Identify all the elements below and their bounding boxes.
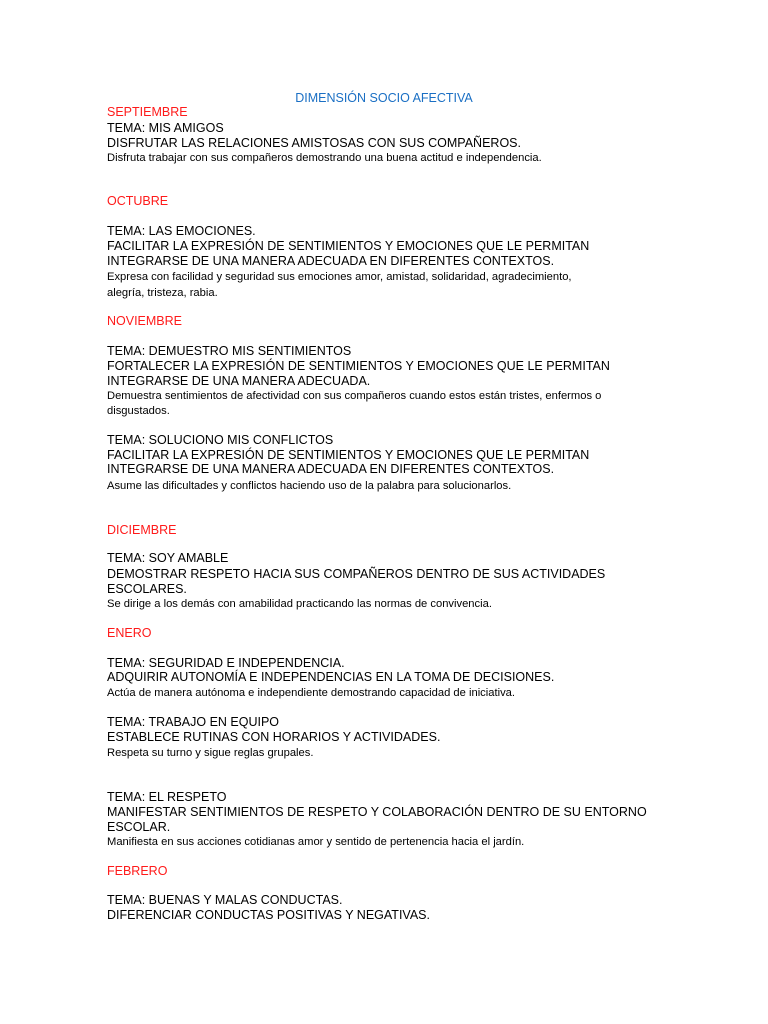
tema-line: TEMA: EL RESPETO: [107, 790, 227, 804]
tema-line: TEMA: BUENAS Y MALAS CONDUCTAS.: [107, 893, 343, 907]
objective-line: DIFERENCIAR CONDUCTAS POSITIVAS Y NEGATIVAS.: [107, 908, 430, 922]
tema-line: TEMA: DEMUESTRO MIS SENTIMIENTOS: [107, 344, 352, 358]
objective-line: FACILITAR LA EXPRESIÓN DE SENTIMIENTOS Y EMOCIONES QUE LE PERMITAN: [107, 239, 590, 253]
objective-line: DISFRUTAR LAS RELACIONES AMISTOSAS CON SUS COMPAÑEROS.: [107, 136, 521, 150]
month-heading-diciembre: DICIEMBRE: [107, 523, 177, 537]
page-title: DIMENSIÓN SOCIO AFECTIVA: [295, 91, 473, 105]
objective-line: ESCOLARES.: [107, 582, 187, 596]
objective-line: DEMOSTRAR RESPETO HACIA SUS COMPAÑEROS DENTRO DE SUS ACTIVIDADES: [107, 567, 606, 581]
description-line: alegría, tristeza, rabia.: [107, 287, 218, 299]
description-line: Expresa con facilidad y seguridad sus emociones amor, amistad, solidaridad, agradecimiento,: [107, 271, 572, 283]
description-line: Asume las dificultades y conflictos haciendo uso de la palabra para solucionarlos.: [107, 480, 512, 492]
month-heading-septiembre: SEPTIEMBRE: [107, 105, 188, 119]
month-heading-enero: ENERO: [107, 626, 152, 640]
objective-line: INTEGRARSE DE UNA MANERA ADECUADA.: [107, 374, 371, 388]
objective-line: FACILITAR LA EXPRESIÓN DE SENTIMIENTOS Y EMOCIONES QUE LE PERMITAN: [107, 448, 590, 462]
description-line: Demuestra sentimientos de afectividad con sus compañeros cuando estos están tristes, enfermos o: [107, 390, 602, 402]
objective-line: ADQUIRIR AUTONOMÍA E INDEPENDENCIAS EN LA TOMA DE DECISIONES.: [107, 670, 555, 684]
tema-line: TEMA: SOY AMABLE: [107, 551, 229, 565]
objective-line: INTEGRARSE DE UNA MANERA ADECUADA EN DIFERENTES CONTEXTOS.: [107, 254, 555, 268]
month-heading-febrero: FEBRERO: [107, 864, 168, 878]
description-line: Se dirige a los demás con amabilidad practicando las normas de convivencia.: [107, 598, 492, 610]
tema-line: TEMA: LAS EMOCIONES.: [107, 224, 256, 238]
objective-line: ESTABLECE RUTINAS CON HORARIOS Y ACTIVIDADES.: [107, 730, 441, 744]
objective-line: ESCOLAR.: [107, 820, 171, 834]
tema-line: TEMA: MIS AMIGOS: [107, 121, 224, 135]
description-line: Respeta su turno y sigue reglas grupales.: [107, 747, 314, 759]
description-line: Manifiesta en sus acciones cotidianas amor y sentido de pertenencia hacia el jardín.: [107, 836, 525, 848]
description-line: disgustados.: [107, 405, 170, 417]
tema-line: TEMA: SOLUCIONO MIS CONFLICTOS: [107, 433, 334, 447]
objective-line: FORTALECER LA EXPRESIÓN DE SENTIMIENTOS Y EMOCIONES QUE LE PERMITAN: [107, 359, 610, 373]
objective-line: MANIFESTAR SENTIMIENTOS DE RESPETO Y COLABORACIÓN DENTRO DE SU ENTORNO: [107, 805, 647, 819]
objective-line: INTEGRARSE DE UNA MANERA ADECUADA EN DIFERENTES CONTEXTOS.: [107, 462, 555, 476]
description-line: Disfruta trabajar con sus compañeros demostrando una buena actitud e independencia.: [107, 152, 542, 164]
description-line: Actúa de manera autónoma e independiente demostrando capacidad de iniciativa.: [107, 687, 515, 699]
tema-line: TEMA: SEGURIDAD E INDEPENDENCIA.: [107, 656, 345, 670]
month-heading-noviembre: NOVIEMBRE: [107, 314, 183, 328]
tema-line: TEMA: TRABAJO EN EQUIPO: [107, 715, 280, 729]
month-heading-octubre: OCTUBRE: [107, 194, 169, 208]
